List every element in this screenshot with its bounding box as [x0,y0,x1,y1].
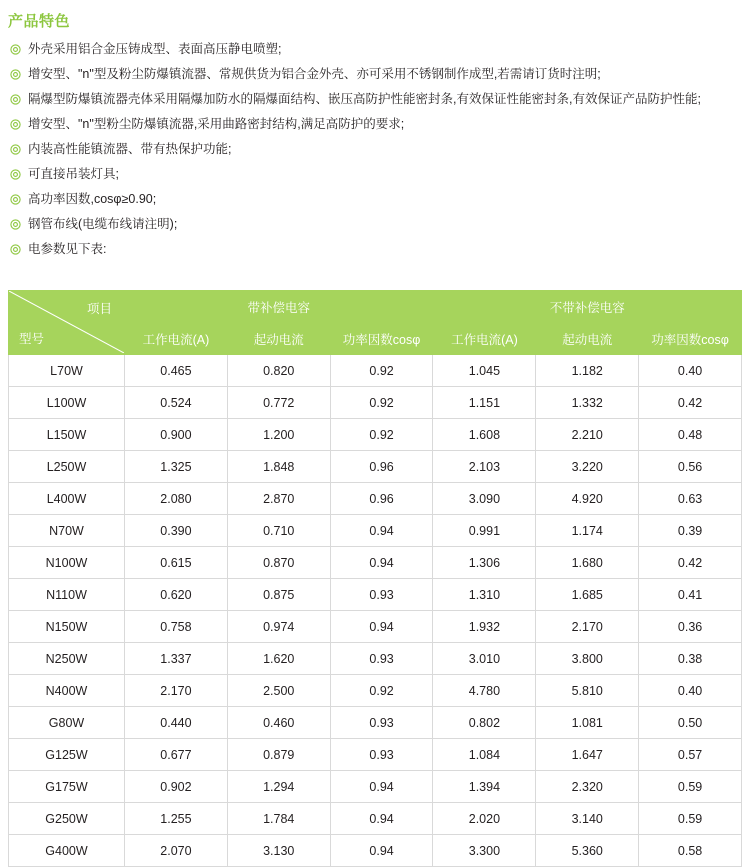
table-row [9,611,742,643]
cell-value: 3.220 [536,451,639,483]
list-item [10,212,750,237]
cell-value: 0.772 [227,387,330,419]
cell-model: N70W [9,515,125,547]
cell-value: 0.465 [125,355,228,387]
cell-value: 0.390 [125,515,228,547]
cell-value: 0.524 [125,387,228,419]
cell-value: 3.140 [536,803,639,835]
cell-value: 0.620 [125,579,228,611]
cell-value: 0.38 [639,643,742,675]
cell-value: 0.94 [330,771,433,803]
circle-ring-icon [10,194,21,205]
feature-text: 电参数见下表: [28,242,107,256]
cell-value: 0.92 [330,419,433,451]
feature-text: 增安型、"n"型粉尘防爆镇流器,采用曲路密封结构,满足高防护的要求; [28,117,405,131]
cell-value: 1.932 [433,611,536,643]
circle-ring-icon [10,94,21,105]
table-row [9,387,742,419]
circle-ring-icon [10,69,21,80]
sub-header-2: 功率因数cosφ [330,323,433,355]
cell-value: 4.780 [433,675,536,707]
cell-value: 0.820 [227,355,330,387]
table-row [9,707,742,739]
sub-header-0: 工作电流(A) [125,323,228,355]
feature-text: 钢管布线(电缆布线请注明); [28,217,178,231]
cell-model: N110W [9,579,125,611]
cell-value: 0.40 [639,675,742,707]
cell-value: 0.39 [639,515,742,547]
cell-value: 3.090 [433,483,536,515]
cell-value: 0.93 [330,739,433,771]
cell-value: 0.59 [639,803,742,835]
cell-model: G250W [9,803,125,835]
cell-value: 1.255 [125,803,228,835]
cell-value: 3.130 [227,835,330,867]
cell-model: G125W [9,739,125,771]
feature-text: 可直接吊装灯具; [28,167,119,181]
spec-table-wrap [0,262,750,867]
cell-value: 0.460 [227,707,330,739]
cell-model: N250W [9,643,125,675]
cell-value: 1.306 [433,547,536,579]
circle-ring-icon [10,244,21,255]
cell-value: 1.848 [227,451,330,483]
cell-value: 1.608 [433,419,536,451]
cell-value: 5.810 [536,675,639,707]
cell-model: N150W [9,611,125,643]
cell-value: 2.070 [125,835,228,867]
cell-value: 1.200 [227,419,330,451]
cell-value: 4.920 [536,483,639,515]
cell-value: 1.784 [227,803,330,835]
cell-value: 0.41 [639,579,742,611]
group-header-compensated: 带补偿电容 [125,291,433,323]
cell-value: 0.57 [639,739,742,771]
feature-text: 外壳采用铝合金压铸成型、表面高压静电喷塑; [28,42,282,56]
cell-value: 3.300 [433,835,536,867]
cell-value: 1.045 [433,355,536,387]
cell-value: 0.875 [227,579,330,611]
page-title: 产品特色 [8,13,71,30]
cell-value: 2.103 [433,451,536,483]
cell-value: 0.40 [639,355,742,387]
cell-value: 0.96 [330,451,433,483]
cell-value: 0.991 [433,515,536,547]
cell-value: 0.94 [330,835,433,867]
cell-value: 0.56 [639,451,742,483]
table-row [9,803,742,835]
cell-model: L70W [9,355,125,387]
cell-value: 0.900 [125,419,228,451]
cell-value: 0.42 [639,387,742,419]
list-item [10,162,750,187]
table-row [9,675,742,707]
cell-value: 0.92 [330,387,433,419]
cell-value: 0.93 [330,579,433,611]
circle-ring-icon [10,119,21,130]
cell-value: 5.360 [536,835,639,867]
cell-value: 1.294 [227,771,330,803]
cell-value: 1.310 [433,579,536,611]
cell-model: L100W [9,387,125,419]
cell-value: 0.440 [125,707,228,739]
feature-text: 隔爆型防爆镇流器壳体采用隔爆加防水的隔爆面结构、嵌压高防护性能密封条,有效保证性能密封条,有效保证产品防护性能; [28,92,701,106]
cell-value: 1.182 [536,355,639,387]
table-row [9,451,742,483]
cell-value: 1.174 [536,515,639,547]
table-row [9,579,742,611]
cell-value: 0.93 [330,643,433,675]
cell-model: G175W [9,771,125,803]
cell-value: 0.92 [330,355,433,387]
table-head [9,291,742,355]
cell-value: 2.170 [125,675,228,707]
cell-value: 0.677 [125,739,228,771]
feature-text: 内装高性能镇流器、带有热保护功能; [28,142,232,156]
cell-value: 1.325 [125,451,228,483]
cell-value: 2.500 [227,675,330,707]
list-item [10,37,750,62]
cell-value: 2.210 [536,419,639,451]
table-header-row-group [9,291,742,323]
cell-value: 1.084 [433,739,536,771]
list-item [10,87,750,112]
table-row [9,515,742,547]
table-row [9,835,742,867]
circle-ring-icon [10,44,21,55]
table-body [9,355,742,867]
cell-value: 0.94 [330,611,433,643]
cell-value: 0.710 [227,515,330,547]
list-item [10,62,750,87]
cell-value: 0.36 [639,611,742,643]
cell-value: 0.879 [227,739,330,771]
cell-value: 1.394 [433,771,536,803]
cell-value: 0.50 [639,707,742,739]
cell-value: 2.170 [536,611,639,643]
sub-header-5: 功率因数cosφ [639,323,742,355]
cell-value: 3.010 [433,643,536,675]
feature-text: 高功率因数,cosφ≥0.90; [28,192,157,206]
cell-value: 0.615 [125,547,228,579]
cell-model: N400W [9,675,125,707]
cell-value: 0.802 [433,707,536,739]
table-row [9,483,742,515]
cell-value: 0.59 [639,771,742,803]
corner-header-cell [9,291,125,355]
cell-value: 0.93 [330,707,433,739]
cell-value: 0.974 [227,611,330,643]
cell-value: 1.151 [433,387,536,419]
cell-value: 0.58 [639,835,742,867]
cell-value: 1.680 [536,547,639,579]
corner-bottom-label: 型号 [19,332,45,346]
cell-value: 0.902 [125,771,228,803]
list-item [10,237,750,262]
table-row [9,355,742,387]
cell-value: 1.332 [536,387,639,419]
sub-header-4: 起动电流 [536,323,639,355]
cell-value: 2.320 [536,771,639,803]
cell-model: L150W [9,419,125,451]
cell-value: 0.94 [330,803,433,835]
circle-ring-icon [10,169,21,180]
circle-ring-icon [10,219,21,230]
circle-ring-icon [10,144,21,155]
cell-value: 0.63 [639,483,742,515]
table-row [9,547,742,579]
cell-value: 2.020 [433,803,536,835]
cell-value: 2.080 [125,483,228,515]
cell-value: 1.337 [125,643,228,675]
cell-value: 2.870 [227,483,330,515]
sub-header-1: 起动电流 [227,323,330,355]
feature-text: 增安型、"n"型及粉尘防爆镇流器、常规供货为铝合金外壳、亦可采用不锈钢制作成型,若需请订货时注明; [28,67,601,81]
cell-model: N100W [9,547,125,579]
cell-value: 0.870 [227,547,330,579]
cell-value: 0.94 [330,547,433,579]
spec-table [8,290,742,867]
list-item [10,112,750,137]
cell-value: 0.96 [330,483,433,515]
cell-value: 1.685 [536,579,639,611]
cell-value: 1.620 [227,643,330,675]
feature-list [0,37,750,262]
group-header-uncompensated: 不带补偿电容 [433,291,742,323]
cell-value: 0.48 [639,419,742,451]
cell-value: 1.647 [536,739,639,771]
cell-model: G80W [9,707,125,739]
cell-model: L400W [9,483,125,515]
corner-top-label: 项目 [86,302,112,316]
list-item [10,137,750,162]
table-row [9,739,742,771]
cell-value: 0.94 [330,515,433,547]
cell-value: 0.92 [330,675,433,707]
cell-value: 0.758 [125,611,228,643]
table-row [9,771,742,803]
cell-model: G400W [9,835,125,867]
cell-value: 1.081 [536,707,639,739]
table-row [9,643,742,675]
cell-model: L250W [9,451,125,483]
cell-value: 3.800 [536,643,639,675]
cell-value: 0.42 [639,547,742,579]
sub-header-3: 工作电流(A) [433,323,536,355]
list-item [10,187,750,212]
table-row [9,419,742,451]
